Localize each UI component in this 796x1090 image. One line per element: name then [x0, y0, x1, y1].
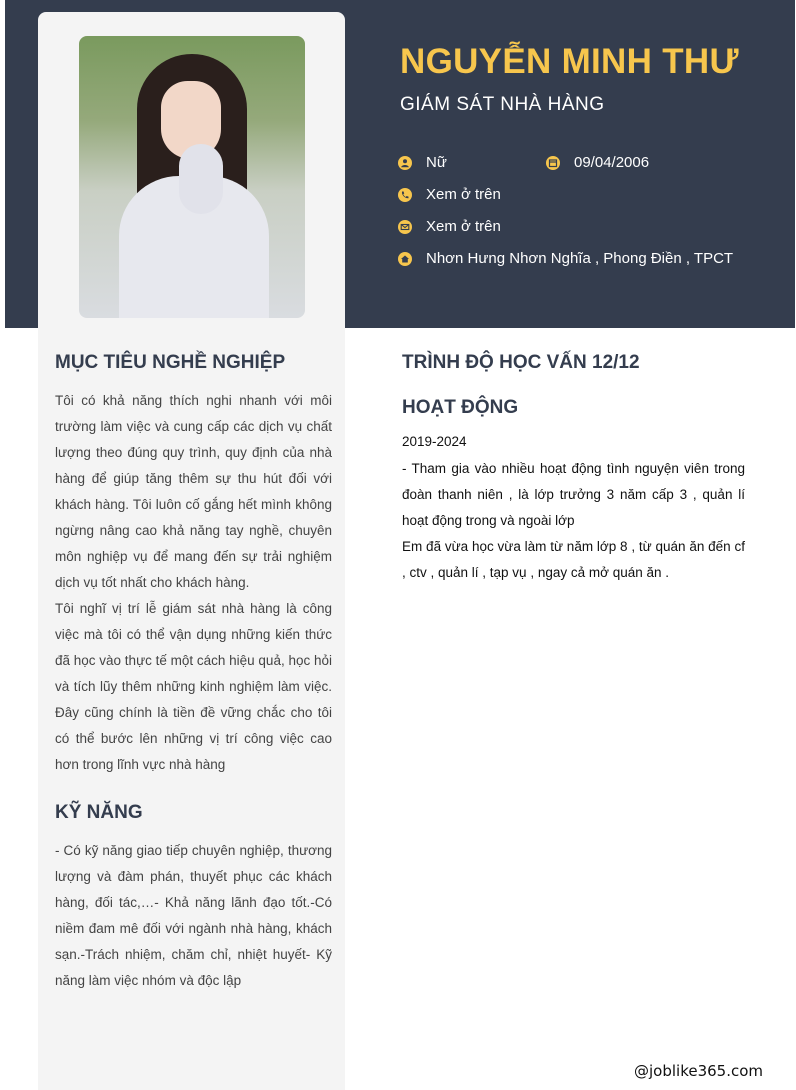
objective-paragraph-2: Tôi nghĩ vị trí lễ giám sát nhà hàng là công việc mà tôi có thể vận dụng những kiến thức đã học vào thực tế một cách hiệu quả, học hỏi và tích lũy thêm những kinh nghiệm làm việc. Đây cũng chính là tiền đề vững chắc cho tôi có thể bước lên những vị trí công việc cao hơn trong lĩnh vực nhà hàng — [55, 601, 332, 772]
objective-title: MỤC TIÊU NGHỀ NGHIỆP — [55, 352, 286, 373]
job-title: GIÁM SÁT NHÀ HÀNG — [400, 94, 605, 115]
gender-value: Nữ — [426, 154, 447, 171]
activity-paragraph-1: - Tham gia vào nhiều hoạt động tình nguyện viên trong đoàn thanh niên , là lớp trưởng 3 năm cấp 3 , quản lí hoạt động trong và ngoài lớp — [402, 461, 745, 528]
phone-icon — [398, 188, 412, 202]
activities-title: HOẠT ĐỘNG — [402, 397, 519, 418]
activity-years: 2019-2024 — [402, 434, 467, 449]
home-icon — [398, 252, 412, 266]
profile-photo — [79, 36, 305, 318]
skills-title: KỸ NĂNG — [55, 802, 143, 823]
education-title: TRÌNH ĐỘ HỌC VẤN 12/12 — [402, 352, 640, 373]
skills-paragraph: - Có kỹ năng giao tiếp chuyên nghiệp, thương lượng và đàm phán, thuyết phục các khách hàng, đối tác,…- Khả năng lãnh đạo tốt.-Có niềm đam mê đối với ngành nhà hàng, khách sạn.-Trách nhiệm, chăm chỉ, nhiệt huyết- Kỹ năng làm việc nhóm và độc lập — [55, 843, 332, 988]
activity-paragraph-2: Em đã vừa học vừa làm từ năm lớp 8 , từ quán ăn đến cf , ctv , quản lí , tạp vụ , ngay cả mở quán ăn . — [402, 539, 745, 580]
watermark: @joblike365.com — [634, 1062, 764, 1080]
birthday-value: 09/04/2006 — [574, 154, 650, 171]
email-row — [398, 218, 501, 235]
address-row — [398, 250, 733, 267]
birthday-row — [546, 154, 649, 171]
calendar-icon — [546, 156, 560, 170]
address-value: Nhơn Hưng Nhơn Nghĩa , Phong Điền , TPCT — [426, 250, 734, 267]
gender-row — [398, 154, 447, 171]
mail-icon — [398, 220, 412, 234]
objective-paragraph-1: Tôi có khả năng thích nghi nhanh với môi trường làm việc và cung cấp các dịch vụ chất lượng theo đúng quy trình, quy định của nhà hàng để giúp tăng thêm sự thu hút đối với khách hàng. Tôi luôn cố gắng hết mình không ngừng nâng cao khả năng tay nghề, chuyên môn nghiệp vụ để mang đến sự trải nghiệm dịch vụ tốt nhất cho khách hàng. — [55, 393, 332, 590]
phone-row — [398, 186, 501, 203]
phone-value[interactable]: Xem ở trên — [426, 186, 501, 203]
user-icon — [398, 156, 412, 170]
candidate-name: NGUYỄN MINH THƯ — [400, 42, 739, 81]
email-value[interactable]: Xem ở trên — [426, 218, 501, 235]
